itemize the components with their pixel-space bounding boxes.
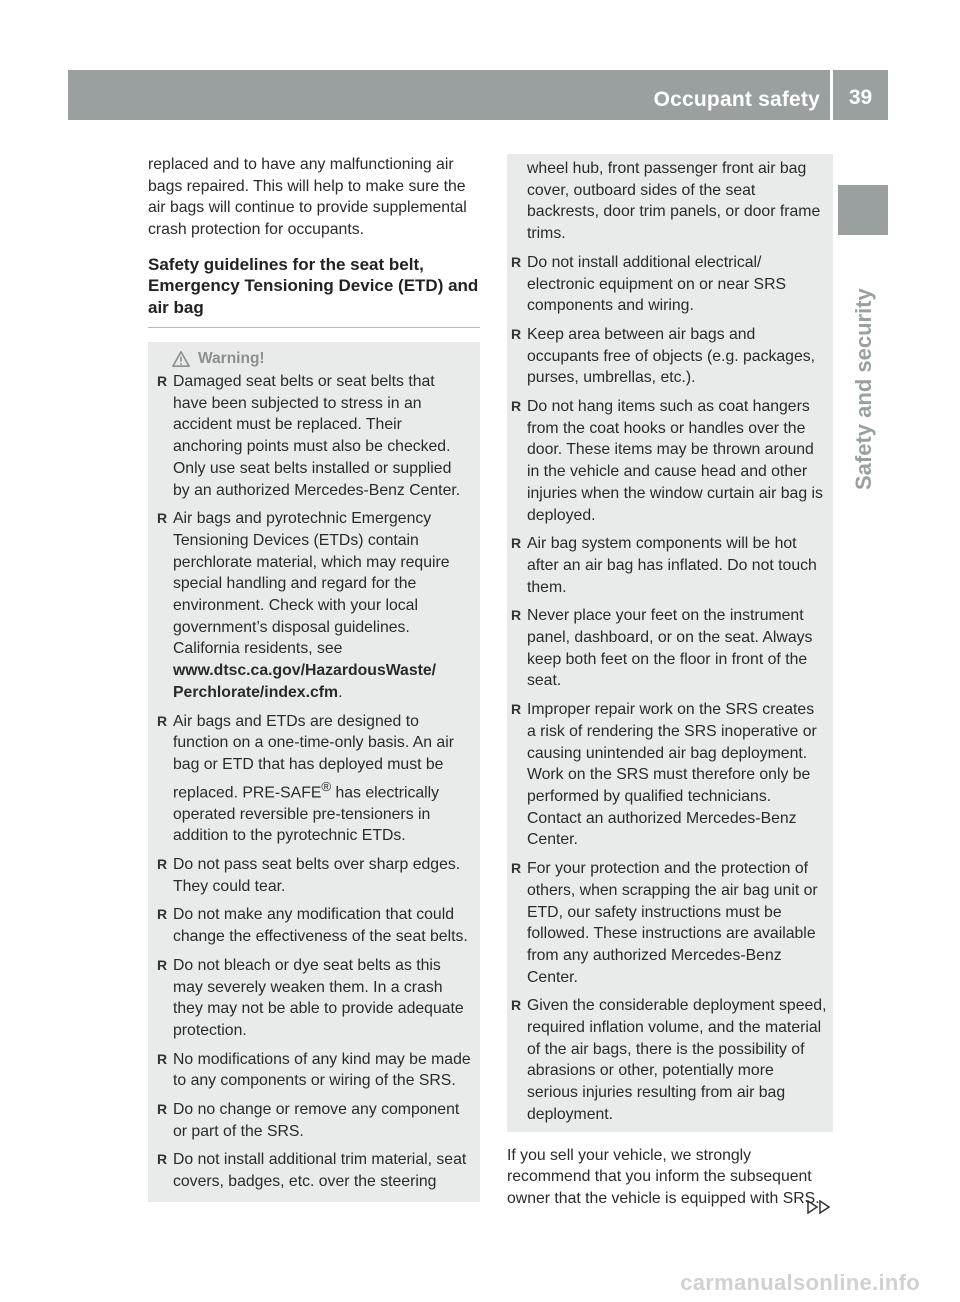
warning-label: Warning! [198, 350, 265, 368]
bullet-glyph: R [157, 712, 168, 729]
double-triangle-right-icon [806, 1200, 832, 1214]
list-item: R Keep area between air bags and occupants free of objects (e.g. packages, purses, umbrellas, etc.). [511, 325, 816, 387]
bullet-glyph: R [157, 510, 168, 527]
bullet-glyph: R [511, 701, 522, 718]
outro-paragraph: If you sell your vehicle, we strongly recommend that you inform the subsequent owner that the vehicle is equipped with SRS. [507, 1146, 820, 1207]
list-item: R Damaged seat belts or seat belts that have been subjected to stress in an accident must be replaced. Their anchoring points must also be checked. Only use seat belts installed or supplied by an authorized Mercedes-Benz Center. [157, 373, 461, 499]
bullet-glyph: R [157, 856, 168, 873]
warning-list [156, 371, 472, 1193]
intro-paragraph: replaced and to have any malfunctioning air bags repaired. This will help to make sure the air bags will continue to provide supplemental crash protection for occupants. [148, 156, 467, 239]
list-item: R Do not make any modification that could change the effectiveness of the seat belts. [157, 906, 468, 946]
left-column [148, 154, 480, 1202]
continued-text: wheel hub, front passenger front air bag cover, outboard sides of the seat backrests, door trim panels, or door frame trims. [527, 160, 821, 243]
bullet-glyph: R [511, 535, 522, 552]
bullet-glyph: R [511, 253, 522, 270]
list-item: R Do not hang items such as coat hangers from the coat hooks or handles over the door. These items may be thrown around in the vehicle and cause head and other injuries when the window curtain air bag is deployed. [511, 398, 823, 524]
bullet-glyph: R [157, 1101, 168, 1118]
registered-mark: ® [321, 778, 332, 794]
warning-list-continued [511, 252, 827, 1126]
list-item: R Air bags and pyrotechnic Emergency Tensioning Devices (ETDs) contain perchlorate material, which may require special handling and regard for the environment. Check with your local government’s disposal guidelines. California residents, see www.dtsc.ca.gov/HazardousWaste/ Perchlorate/index.cfm. [157, 510, 450, 701]
warning-triangle-icon [172, 350, 190, 368]
list-item: R For your protection and the protection of others, when scrapping the air bag unit or ETD, our safety instructions must be followed. These instructions are available from any authorized Mercedes-Benz Center. [511, 860, 818, 986]
side-tab-marker [838, 185, 888, 235]
bullet-glyph: R [157, 906, 168, 923]
side-tab-label: Safety and security [851, 288, 876, 490]
list-item: R No modifications of any kind may be made to any components or wiring of the SRS. [157, 1050, 471, 1090]
page-number: 39 [833, 70, 888, 120]
list-item: R Do no change or remove any component or part of the SRS. [157, 1101, 460, 1140]
warning-box-continued [507, 154, 833, 1132]
list-item: R Do not install additional trim material, seat covers, badges, etc. over the steering [157, 1151, 467, 1191]
bullet-glyph: R [157, 956, 168, 973]
bullet-glyph: R [511, 607, 522, 624]
bullet-glyph: R [157, 1050, 168, 1067]
right-column [507, 154, 833, 1210]
section-heading: Safety guidelines for the seat belt, Emergency Tensioning Device (ETD) and air bag [148, 254, 480, 329]
list-item: R Do not pass seat belts over sharp edges. They could tear. [157, 856, 461, 895]
warning-box [148, 342, 480, 1202]
list-item: R Air bags and ETDs are designed to function on a one-time-only basis. An air bag or ETD that has deployed must be replaced. PRE-SAFE® has electrically operated reversible pre-tensioners in addition to the pyrotechnic ETDs. [157, 712, 454, 845]
list-item: R Air bag system components will be hot after an air bag has inflated. Do not touch them. [511, 535, 817, 596]
disposal-link[interactable]: www.dtsc.ca.gov/HazardousWaste/ Perchlorate/index.cfm [173, 662, 437, 701]
warning-header [156, 348, 472, 370]
bullet-glyph: R [511, 860, 522, 877]
list-item: R Improper repair work on the SRS creates a risk of rendering the SRS inoperative or causing unintended air bag deployment. Work on the SRS must therefore only be performed by qualified technicians. Contact an authorized Mercedes-Benz Center. [511, 701, 817, 849]
section-title: Occupant safety [653, 88, 820, 111]
bullet-glyph: R [511, 997, 522, 1014]
list-item: R Do not bleach or dye seat belts as this may severely weaken them. In a crash they may not be able to provide adequate protection. [157, 956, 464, 1039]
list-item: R Never place your feet on the instrument panel, dashboard, or on the seat. Always keep both feet on the floor in front of the seat. [511, 607, 813, 690]
bullet-glyph: R [157, 373, 168, 390]
side-tab [848, 260, 882, 490]
list-item: R Given the considerable deployment speed, required inflation volume, and the material of the air bags, there is the possibility of abrasions or other, potentially more serious injuries resulting from air bag deployment. [511, 997, 827, 1123]
list-item: R Do not install additional electrical/ electronic equipment on or near SRS components and wiring. [511, 253, 787, 315]
bullet-glyph: R [511, 325, 522, 342]
footer-watermark: carmanualsonline.info [680, 1270, 920, 1295]
bullet-glyph: R [511, 398, 522, 415]
bullet-glyph: R [157, 1151, 168, 1168]
